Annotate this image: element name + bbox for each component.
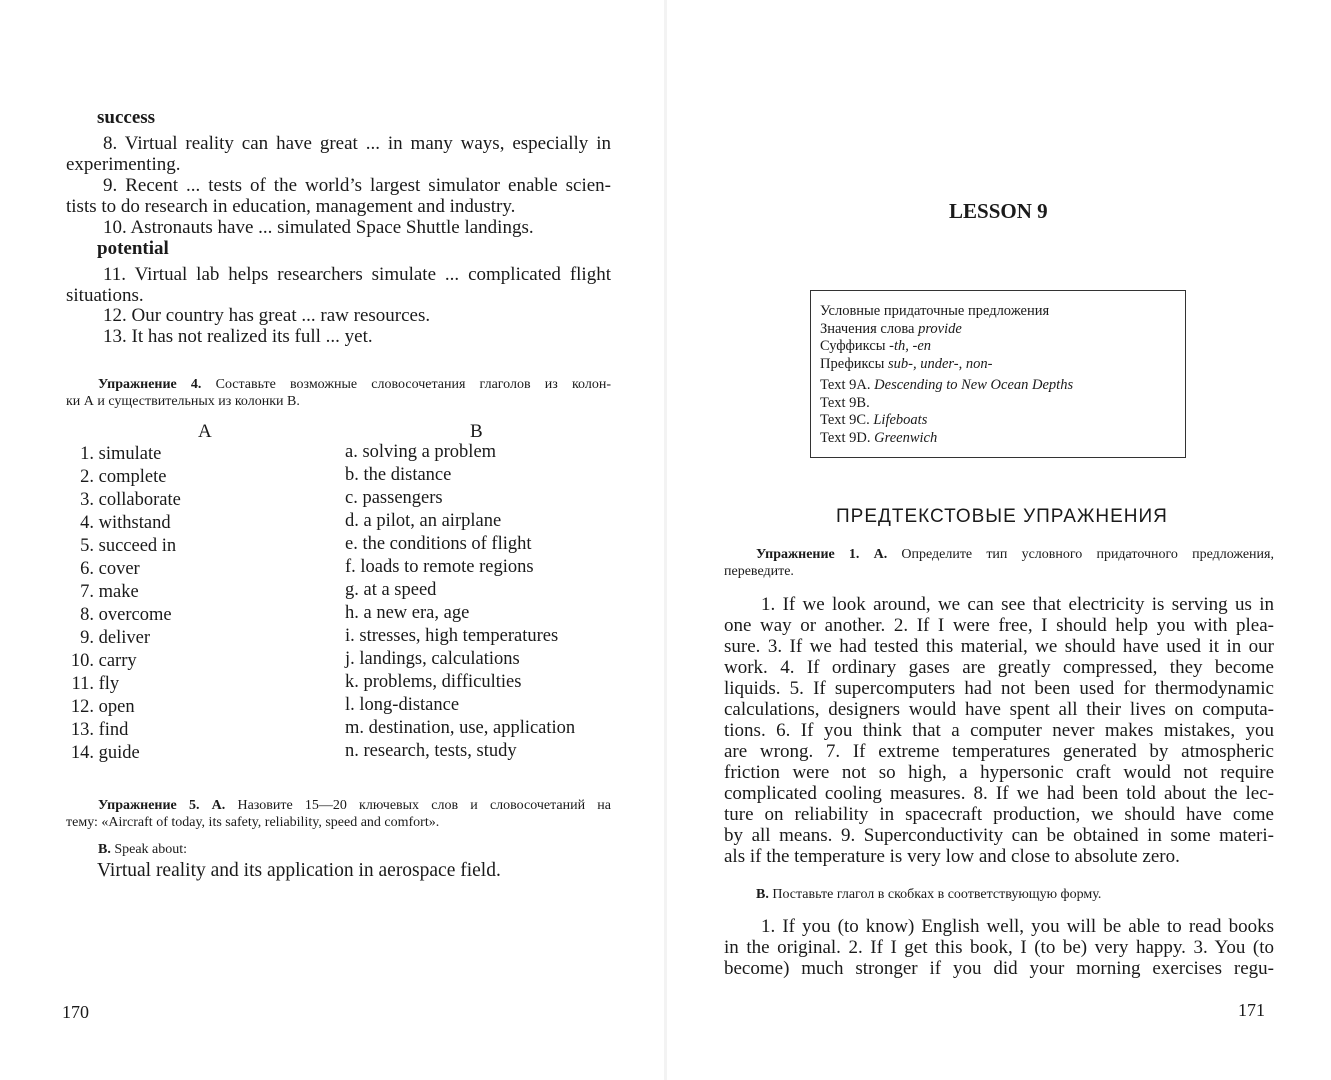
column-b-item: n. research, tests, study xyxy=(345,741,517,761)
exercise-5-instruction-line-1 xyxy=(66,797,611,814)
paragraph-line: in the original. 2. If I get this book, I (to be) very happy. 3. You (to xyxy=(724,937,1274,958)
paragraph-line: by all means. 9. Superconductivity can be obtained in some materi- xyxy=(724,825,1274,846)
lesson-contents-box xyxy=(810,290,1186,458)
exercise-5b-topic: Virtual reality and its application in aerospace field. xyxy=(97,860,501,881)
exercise-4-instruction-line-2: ки А и существительных из колонки В. xyxy=(66,394,300,409)
paragraph-line: als if the temperature is very low and close to absolute zero. xyxy=(724,846,1180,867)
sentence-12: 12. Our country has great ... raw resources. xyxy=(103,305,431,326)
exercise-5b-label: B. xyxy=(98,842,111,857)
exercise-5-instruction-line-2: тему: «Aircraft of today, its safety, reliability, speed and comfort». xyxy=(66,815,440,830)
exercise-5b-instruction: B. Speak about: xyxy=(98,842,188,857)
section-heading: ПРЕДТЕКСТОВЫЕ УПРАЖНЕНИЯ xyxy=(836,506,1168,527)
paragraph-line: tions. 6. If you think that a computer never makes mistakes, you xyxy=(724,720,1274,741)
exercise-1-text: Определите тип условного придаточного предложения, xyxy=(887,547,1274,562)
contents-item: Суффиксы -th, -en xyxy=(820,338,932,354)
column-a-item: 5. succeed in xyxy=(80,536,177,556)
exercise-1-instruction-line-1 xyxy=(724,546,1274,563)
paragraph-line: friction were not so high, a hypersonic craft would not require xyxy=(724,762,1274,783)
sentence-8-line-2: experimenting. xyxy=(66,154,181,175)
column-b-item: d. a pilot, an airplane xyxy=(345,511,502,531)
sentence-11-line-2: situations. xyxy=(66,285,144,306)
contents-item: Условные придаточные предложения xyxy=(820,303,1050,319)
left-page xyxy=(0,0,665,1080)
column-b-item: c. passengers xyxy=(345,488,443,508)
contents-item: Text 9B. xyxy=(820,394,870,411)
column-a-item: 6. cover xyxy=(80,559,140,579)
exercise-4-text: Составьте возможные словосочетания глаголов из колон- xyxy=(201,377,611,392)
paragraph-line: become) much stronger if you did your morning exercises regu- xyxy=(724,958,1274,979)
contents-item: Text 9C. Lifeboats xyxy=(820,412,928,428)
page-number-right: 171 xyxy=(1238,1000,1265,1020)
right-page xyxy=(666,0,1331,1080)
sentence-9-line-2: tists to do research in education, management and industry. xyxy=(66,196,516,217)
column-b-item: g. at a speed xyxy=(345,580,437,600)
paragraph-line: are wrong. 7. If extreme temperatures generated by atmospheric xyxy=(724,741,1274,762)
contents-list xyxy=(820,303,1073,447)
column-b-item: l. long-distance xyxy=(345,695,460,715)
column-a-header: A xyxy=(198,421,212,442)
exercise-5-text: Назовите 15—20 ключевых слов и словосочетаний на xyxy=(225,798,611,813)
column-b-item: a. solving a problem xyxy=(345,442,497,462)
paragraph-line: calculations, designers would have spent all their lives on computa- xyxy=(724,699,1274,720)
column-b-item: e. the conditions of flight xyxy=(345,534,532,554)
column-a-item: 13. find xyxy=(70,720,129,740)
contents-item: Text 9A. Descending to New Ocean Depths xyxy=(820,377,1074,393)
column-a-item: 10. carry xyxy=(70,651,137,671)
paragraph-line: ture on reliability in spacecraft production, we should have come xyxy=(724,804,1274,825)
column-b-header: B xyxy=(470,421,483,442)
column-b-item: b. the distance xyxy=(345,465,452,485)
heading-potential: potential xyxy=(97,238,169,259)
sentence-11-line-1: 11. Virtual lab helps researchers simulate ... complicated flight xyxy=(103,264,611,285)
exercise-5-label: Упражнение 5. А. xyxy=(98,798,226,813)
exercise-1b-instruction: B. Поставьте глагол в скобках в соответствующую форму. xyxy=(756,887,1102,902)
paragraph-line: complicated cooling measures. 8. If we had been told about the lec- xyxy=(724,783,1274,804)
sentence-10: 10. Astronauts have ... simulated Space Shuttle landings. xyxy=(103,217,534,238)
column-a-item: 14. guide xyxy=(70,743,140,763)
exercise-4-label: Упражнение 4. xyxy=(98,377,202,392)
column-a-item: 7. make xyxy=(80,582,139,602)
sentence-8-line-1: 8. Virtual reality can have great ... in many ways, especially in xyxy=(103,133,611,154)
column-a-item: 11. fly xyxy=(71,674,120,694)
paragraph-line: 1. If you (to know) English well, you will be able to read books xyxy=(761,916,1274,937)
column-b-item: j. landings, calculations xyxy=(345,649,520,669)
paragraph-line: sure. 3. If we had tested this material, we should have used it in our xyxy=(724,636,1274,657)
exercise-1b-label: B. xyxy=(756,887,769,902)
paragraph-line: work. 4. If ordinary gases are greatly compressed, they become xyxy=(724,657,1274,678)
contents-item: Значения слова provide xyxy=(820,320,962,337)
heading-success: success xyxy=(97,107,156,128)
column-a-item: 12. open xyxy=(70,697,135,717)
page-number-left: 170 xyxy=(62,1002,89,1022)
paragraph-line: one way or another. 2. If I were free, I should help you with plea- xyxy=(724,615,1274,636)
exercise-4-instruction-line-1 xyxy=(66,376,611,393)
column-a-item: 1. simulate xyxy=(80,444,162,464)
sentence-9-line-1: 9. Recent ... tests of the world’s largest simulator enable scien- xyxy=(103,175,611,196)
column-a-item: 4. withstand xyxy=(80,513,171,533)
column-a-item: 2. complete xyxy=(80,467,167,487)
column-b-item: k. problems, difficulties xyxy=(345,672,522,692)
column-a-item: 9. deliver xyxy=(80,628,150,648)
column-a-item: 8. overcome xyxy=(80,605,172,625)
contents-item: Text 9D. Greenwich xyxy=(820,429,938,446)
sentence-13: 13. It has not realized its full ... yet. xyxy=(103,326,373,347)
column-b-item: m. destination, use, application xyxy=(345,718,576,738)
exercise-1-instruction-line-2: переведите. xyxy=(724,564,794,579)
exercise-1-label: Упражнение 1. А. xyxy=(756,547,888,562)
paragraph-line: liquids. 5. If supercomputers had not been used for thermodynamic xyxy=(724,678,1274,699)
lesson-title: LESSON 9 xyxy=(949,199,1048,223)
column-b-item: h. a new era, age xyxy=(345,603,470,623)
contents-item: Префиксы sub-, under-, non- xyxy=(820,355,993,372)
column-b-item: f. loads to remote regions xyxy=(345,557,534,577)
column-a-item: 3. collaborate xyxy=(80,490,181,510)
column-b-item: i. stresses, high temperatures xyxy=(345,626,559,646)
paragraph-line: 1. If we look around, we can see that electricity is serving us in xyxy=(761,594,1274,615)
